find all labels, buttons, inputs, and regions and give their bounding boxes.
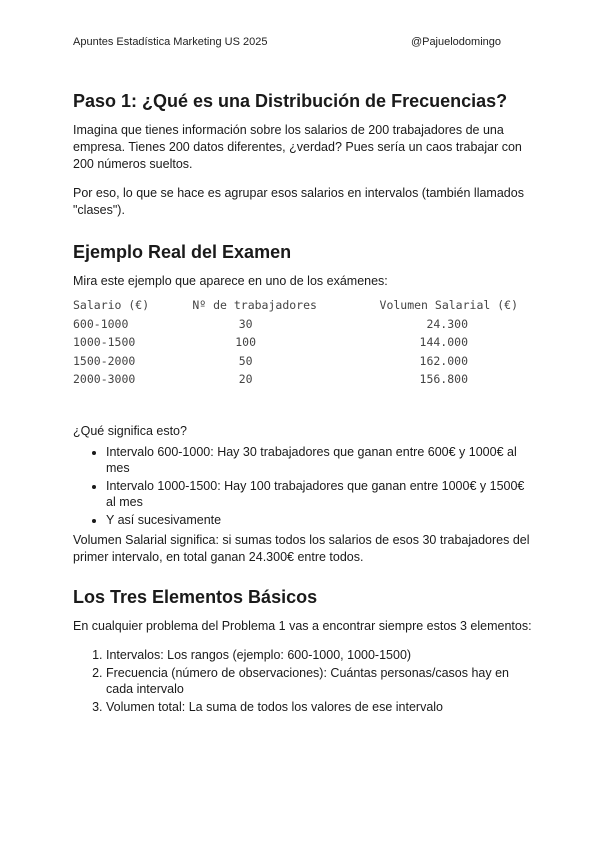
table-cell-volume: 156.800 [419,372,468,387]
table-row [73,352,518,371]
header-course-title: Apuntes Estadística Marketing US 2025 [73,36,268,48]
list-item: • Intervalo 1000-1500: Hay 100 trabajadores que ganan entre 1000€ y 1500€ al mes [106,478,533,511]
table-header-volume: Volumen Salarial (€) [379,298,518,313]
table-cell-salary: 1500-2000 [73,353,136,368]
table-cell-salary: 600-1000 [73,316,129,331]
table-cell-volume: 162.000 [419,353,468,368]
table-row [73,315,518,334]
table-header-row [73,296,518,315]
list-item: • Y así sucesivamente [106,512,533,529]
section3-intro: En cualquier problema del Problema 1 vas a encontrar siempre estos 3 elementos: [73,619,532,633]
meaning-bullet-list [73,444,533,529]
section2-intro: Mira este ejemplo que aparece en uno de los exámenes: [73,274,388,288]
section1-paragraph-1: Imagina que tienes información sobre los salarios de 200 trabajadores de una empresa. Tienes 200 datos diferentes, ¿verdad? Pues sería un caos trabajar con 200 números sueltos. [73,123,522,171]
list-item: 1. Intervalos: Los rangos (ejemplo: 600-1000, 1000-1500) [106,647,533,664]
page-content [73,90,533,719]
table-cell-workers: 50 [238,353,253,368]
table-row [73,370,518,389]
table-header-workers: Nº de trabajadores [192,298,317,313]
table-cell-salary: 2000-3000 [73,372,136,387]
elements-numbered-list [73,647,533,715]
table-cell-workers: 100 [235,335,257,350]
page-header [73,36,501,48]
table-row [73,333,518,352]
section3-title: Los Tres Elementos Básicos [73,587,318,607]
section1-paragraph-2: Por eso, lo que se hace es agrupar esos salarios en intervalos (también llamados "clases"). [73,186,524,217]
table-cell-workers: 30 [238,316,253,331]
table-cell-volume: 24.300 [426,316,468,331]
table-header-salary: Salario (€) [73,298,150,313]
section2-title: Ejemplo Real del Examen [73,242,292,262]
table-cell-volume: 144.000 [419,335,468,350]
volume-explanation: Volumen Salarial significa: si sumas todos los salarios de esos 30 trabajadores del primer intervalo, en total ganan 24.300€ entre todos. [73,533,530,564]
list-item: 2. Frecuencia (número de observaciones): Cuántas personas/casos hay en cada intervalo [106,665,533,698]
section2-question: ¿Qué significa esto? [73,423,187,438]
table-cell-workers: 20 [238,372,253,387]
table-cell-salary: 1000-1500 [73,335,136,350]
section1-title: Paso 1: ¿Qué es una Distribución de Frecuencias? [73,91,508,111]
frequency-table [73,296,518,389]
header-author-handle: @Pajuelodomingo [410,36,501,48]
list-item: 3. Volumen total: La suma de todos los valores de ese intervalo [106,699,533,716]
list-item: • Intervalo 600-1000: Hay 30 trabajadores que ganan entre 600€ y 1000€ al mes [106,444,533,477]
